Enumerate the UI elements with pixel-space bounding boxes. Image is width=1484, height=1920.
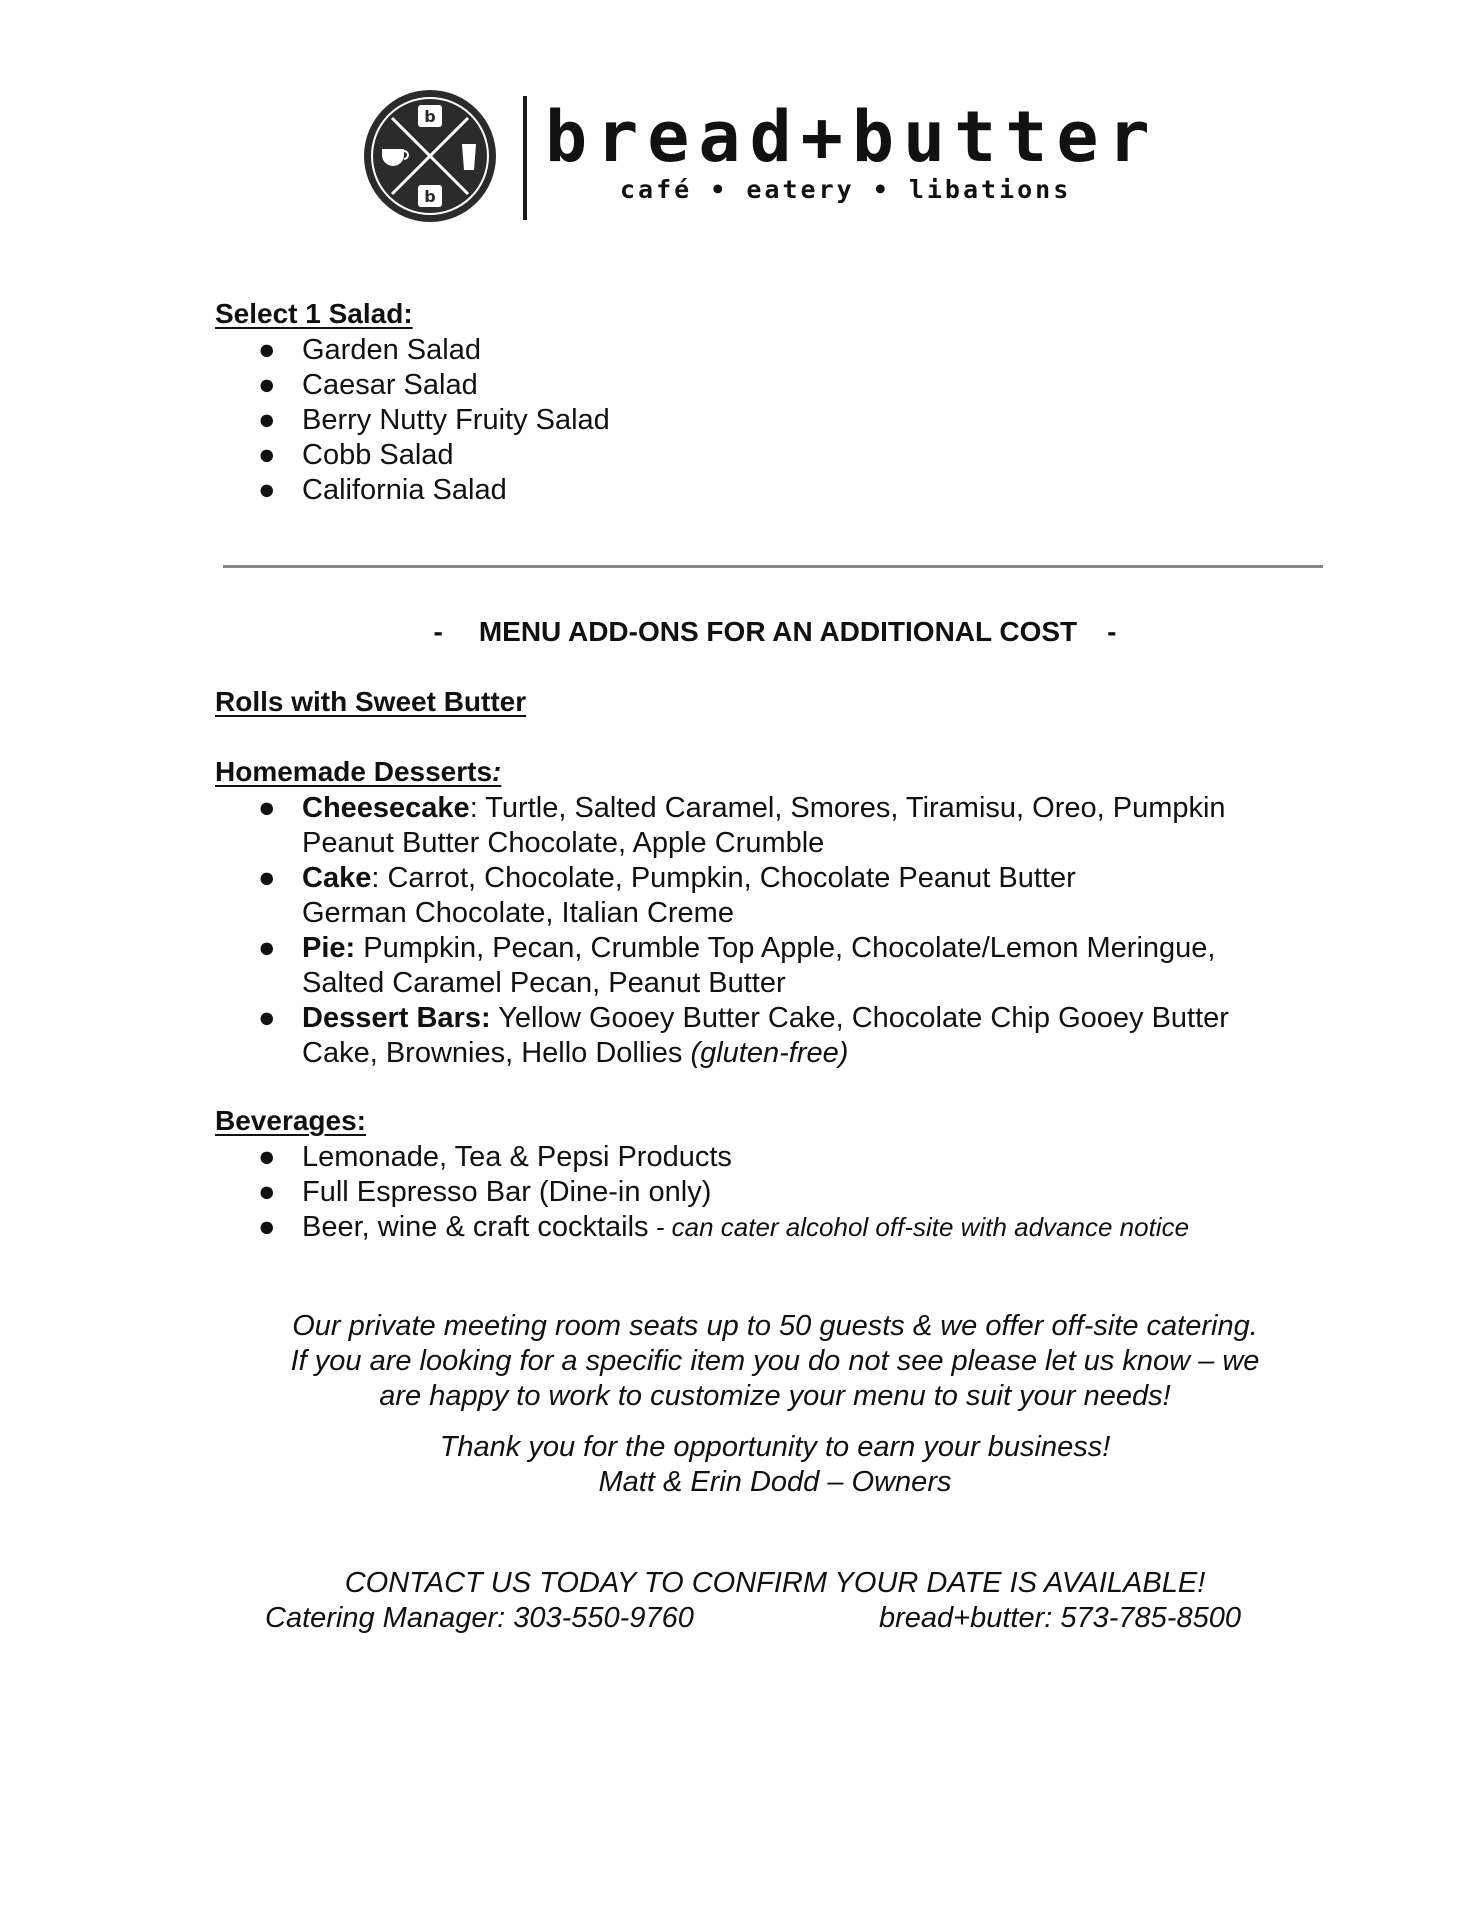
beverages-heading: Beverages: xyxy=(215,1105,366,1136)
dessert-options: Carrot, Chocolate, Pumpkin, Chocolate Peanut Butter xyxy=(387,862,1076,894)
list-item xyxy=(215,861,1335,931)
bullet-icon: ● xyxy=(258,1002,276,1034)
section-divider xyxy=(223,565,1323,568)
bullet-icon: ● xyxy=(258,862,276,894)
desserts-heading xyxy=(215,754,501,790)
salad-item: Caesar Salad xyxy=(302,369,478,401)
logo-emblem-icon xyxy=(362,88,498,224)
dessert-options: Turtle, Salted Caramel, Smores, Tiramisu, Oreo, Pumpkin xyxy=(485,792,1226,824)
bullet-icon: ● xyxy=(258,932,276,964)
addons-title xyxy=(215,614,1335,650)
list-item xyxy=(215,438,1335,473)
closing-line: are happy to work to customize your menu to suit your needs! xyxy=(379,1380,1171,1412)
salad-heading: Select 1 Salad: xyxy=(215,298,413,329)
dessert-options: Peanut Butter Chocolate, Apple Crumble xyxy=(302,827,825,859)
list-item xyxy=(215,473,1335,508)
list-item xyxy=(215,931,1335,1001)
dessert-name: Cheesecake xyxy=(302,792,470,824)
closing-paragraph xyxy=(215,1309,1335,1414)
list-item xyxy=(215,403,1335,438)
store-phone: bread+butter: 573-785-8500 xyxy=(879,1602,1241,1634)
gluten-free-note: (gluten-free) xyxy=(690,1037,849,1069)
logo-letter-bottom: b xyxy=(424,187,436,206)
dessert-name: Dessert Bars: xyxy=(302,1002,491,1034)
dessert-options: Pumpkin, Pecan, Crumble Top Apple, Chocolate/Lemon Meringue, xyxy=(363,932,1216,964)
list-item xyxy=(215,1001,1335,1071)
list-item xyxy=(215,368,1335,403)
salad-item: Garden Salad xyxy=(302,334,481,366)
bullet-icon: ● xyxy=(258,474,276,506)
desserts-heading-text: Homemade Desserts xyxy=(215,756,493,787)
dessert-sep: : xyxy=(371,862,388,894)
dash-left: - xyxy=(433,616,443,647)
logo-divider xyxy=(523,96,527,220)
beverages-list xyxy=(215,1140,1335,1245)
closing-line: Our private meeting room seats up to 50 guests & we offer off-site catering. xyxy=(292,1310,1258,1342)
dessert-options: Cake, Brownies, Hello Dollies xyxy=(302,1037,691,1069)
bullet-icon: ● xyxy=(258,1141,276,1173)
salad-item: California Salad xyxy=(302,474,507,506)
salad-list xyxy=(215,333,1335,508)
bullet-icon: ● xyxy=(258,369,276,401)
salad-item: Cobb Salad xyxy=(302,439,454,471)
salad-item: Berry Nutty Fruity Salad xyxy=(302,404,610,436)
dessert-sep: : xyxy=(469,792,486,824)
brand-name: bread+butter xyxy=(545,96,1159,178)
list-item xyxy=(215,1140,1335,1175)
thanks-block xyxy=(215,1430,1335,1500)
bullet-icon: ● xyxy=(258,792,276,824)
desserts-list xyxy=(215,791,1335,1071)
bullet-icon: ● xyxy=(258,404,276,436)
list-item xyxy=(215,791,1335,861)
brand-tagline: café • eatery • libations xyxy=(620,175,1072,204)
contact-headline: CONTACT US TODAY TO CONFIRM YOUR DATE IS AVAILABLE! xyxy=(344,1567,1206,1599)
bullet-icon: ● xyxy=(258,439,276,471)
list-item xyxy=(215,1210,1335,1245)
addons-title-text: MENU ADD-ONS FOR AN ADDITIONAL COST xyxy=(478,616,1078,647)
thanks-line: Thank you for the opportunity to earn your business! xyxy=(439,1431,1111,1463)
dessert-options: Salted Caramel Pecan, Peanut Butter xyxy=(302,967,786,999)
logo-letter-top: b xyxy=(424,107,436,126)
bullet-icon: ● xyxy=(258,1211,276,1243)
alcohol-note: - can cater alcohol off-site with advance notice xyxy=(648,1212,1190,1242)
rolls-heading: Rolls with Sweet Butter xyxy=(215,686,527,717)
list-item xyxy=(215,333,1335,368)
list-item xyxy=(215,1175,1335,1210)
bullet-icon: ● xyxy=(258,334,276,366)
beverage-item: Beer, wine & craft cocktails xyxy=(302,1211,649,1243)
beverage-item: Lemonade, Tea & Pepsi Products xyxy=(302,1141,732,1173)
desserts-heading-colon: : xyxy=(492,756,502,787)
catering-manager-phone: Catering Manager: 303-550-9760 xyxy=(265,1602,694,1634)
dessert-name: Cake xyxy=(302,862,372,894)
closing-line: If you are looking for a specific item you do not see please let us know – we xyxy=(290,1345,1260,1377)
dash-right: - xyxy=(1107,616,1117,647)
dessert-options: German Chocolate, Italian Creme xyxy=(302,897,734,929)
beverage-item: Full Espresso Bar (Dine-in only) xyxy=(302,1176,712,1208)
bullet-icon: ● xyxy=(258,1176,276,1208)
owners-signature: Matt & Erin Dodd – Owners xyxy=(598,1466,952,1498)
dessert-options: Yellow Gooey Butter Cake, Chocolate Chip Gooey Butter xyxy=(498,1002,1229,1034)
dessert-name: Pie: xyxy=(302,932,356,964)
